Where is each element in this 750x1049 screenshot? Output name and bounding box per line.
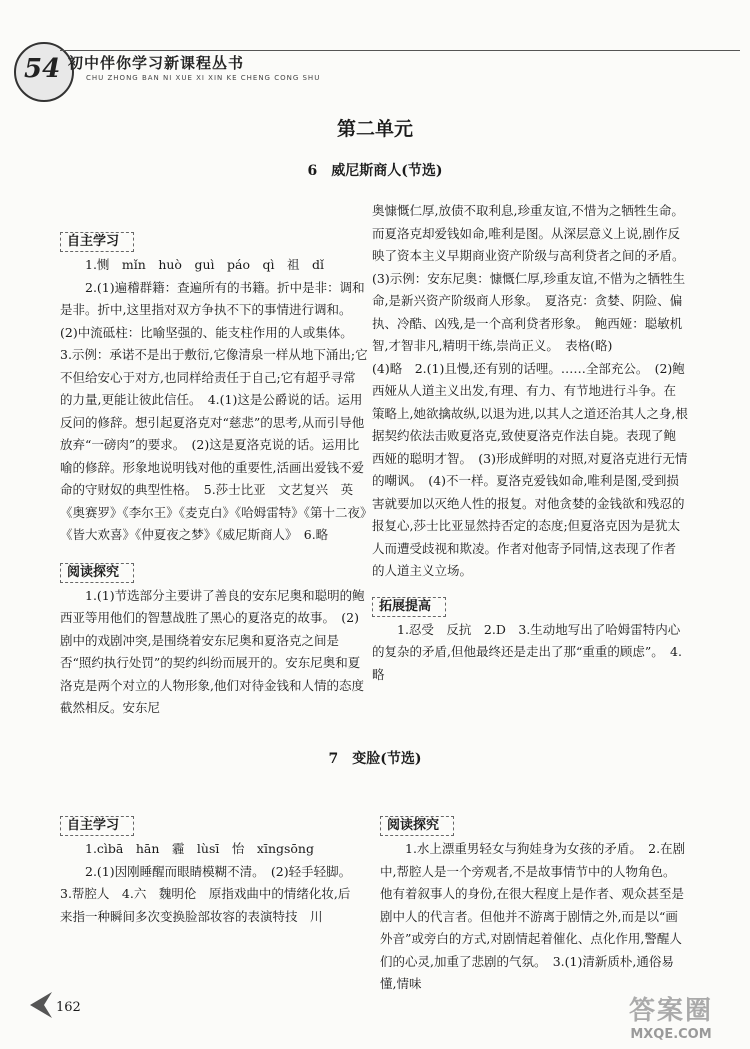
extension-tag: 拓展提高 [372,597,446,617]
reading-continued-2: (4)略 2.(1)且慢,还有别的话哩。……全部充公。 (2)鲍西娅从人道主义出发,有理、有力、有节地进行斗争。在策略上,她欲擒故纵,以退为进,以其人之道还治其人之身,根据契约依法击败夏洛克,致使夏洛克作法自毙。表现了鲍西娅的聪明才智。 (3)形成鲜明的对照,对夏洛克进行无情的嘲讽。 (4)不一样。夏洛克爱钱如命,唯利是图,受到损害就要加以灭绝人性的报复。对他贪婪的金钱欲和残忍的报复心,莎士比亚显然持否定的态度;但夏洛克因为是犹太人而遭受歧视和欺凌。作者对他寄予同情,这表现了作者的人道主义立场。 [372,360,688,578]
series-title: 初中伴你学习新课程丛书 [68,54,245,72]
lesson7-right-column [380,806,686,996]
series-pinyin: CHU ZHONG BAN NI XUE XI XIN KE CHENG CONG SHU [86,74,321,82]
reading-answers: 1.(1)节选部分主要讲了善良的安东尼奥和聪明的鲍西亚等用他们的智慧战胜了黑心的夏洛克的故事。 (2)剧中的戏剧冲突,是围绕着安东尼奥和夏洛克之间是否“照约执行处罚”的契约纠纷而展开的。安东尼奥和夏洛克是两个对立的人物形象,他们对待金钱和人情的态度截然相反。安东尼 [60,587,365,715]
watermark [596,990,746,1046]
unit-title: 第二单元 [336,118,413,140]
lesson7-left-column [60,806,360,928]
watermark-line-1: 答案圈 [628,996,713,1026]
reading-continued: 奥慷慨仁厚,放债不取利息,珍重友谊,不惜为之牺牲生命。而夏洛克却爱钱如命,唯利是图。从深层意义上说,剧作反映了资本主义早期商业资产阶级与高利贷者之间的矛盾。 (3)示例：安东尼奥：慷慨仁厚,珍重友谊,不惜为之牺牲生命,是新兴资产阶级商人形象。 夏洛克：贪婪、阴险、偏执、冷酷、凶残,是一个高利贷者形象。 鲍西娅：聪敏机智,才智非凡,精明干练,崇尚正义。 表格(略) [372,203,691,353]
watermark-line-2: MXQE.COM [630,1027,712,1042]
lesson6-title: 6 威尼斯商人(节选) [307,163,443,179]
series-header [14,42,394,104]
self-study-7-line-1: 1.cìbā hān 霾 lùsī 怡 xīngsōng [85,841,314,856]
header-divider [60,50,740,51]
series-logo [14,42,74,102]
self-study-7-answers: 2.(1)因刚睡醒而眼睛模糊不清。 (2)轻手轻脚。 3.帮腔人 4.六 魏明伦 原指戏曲中的情绪化妆,后来指一种瞬间多次变换脸部妆容的表演特技 川 [60,863,358,924]
self-study-tag-7: 自主学习 [60,816,134,836]
lesson6-left-column [60,222,368,720]
self-study-tag: 自主学习 [60,232,134,252]
reading-tag-7: 阅读探究 [380,816,454,836]
self-study-answers: 2.(1)遍稽群籍：查遍所有的书籍。折中是非：调和是非。折中,这里指对双方争执不下的事情进行调和。 (2)中流砥柱：比喻坚强的、能支柱作用的人或集体。 3.示例：承诺不是出于敷衍,它像清泉一样从地下涌出;它不但给安心于对方,也同样给责任于自己;它有超乎寻常的力量,更能让彼此信任。 4.(1)这是公爵说的话。运用反问的修辞。想引起夏洛克对“慈悲”的思考,从而引导他放弃“一磅肉”的要求。 (2)这是夏洛克说的话。运用比喻的修辞。形象地说明钱对他的重要性,活画出爱钱不爱命的守财奴的典型性格。 5.莎士比亚 文艺复兴 英 《奥赛罗》《李尔王》《麦克白》《哈姆雷特》《第十二夜》《皆大欢喜》《仲夏夜之梦》《威尼斯商人》 6.略 [60,279,368,542]
footer-arrow-icon [28,988,54,1022]
reading-7-answers: 1.水上漂重男轻女与狗娃身为女孩的矛盾。 2.在剧中,帮腔人是一个旁观者,不是故事情节中的人物角色。他有着叙事人的身份,在很大程度上是作者、观众甚至是剧中人的代言者。但他并不游离于剧情之外,而是以“画外音”或旁白的方式,对剧情起着催化、点化作用,警醒人们的心灵,加重了悲剧的气氛。 3.(1)清新质朴,通俗易懂,情味 [380,841,686,991]
logo-number: 54 [24,54,61,84]
lesson7-title: 7 变脸(节选) [328,751,422,767]
extension-answers: 1.忍受 反抗 2.D 3.生动地写出了哈姆雷特内心的复杂的矛盾,但他最终还是走出了那“重重的顾虑”。 4.略 [372,621,682,682]
page-number: 162 [56,1000,81,1015]
reading-tag: 阅读探究 [60,563,134,583]
lesson6-right-column [372,200,691,686]
self-study-line-1: 1.恻 mǐn huò guì páo qì 祖 dǐ [85,257,324,272]
